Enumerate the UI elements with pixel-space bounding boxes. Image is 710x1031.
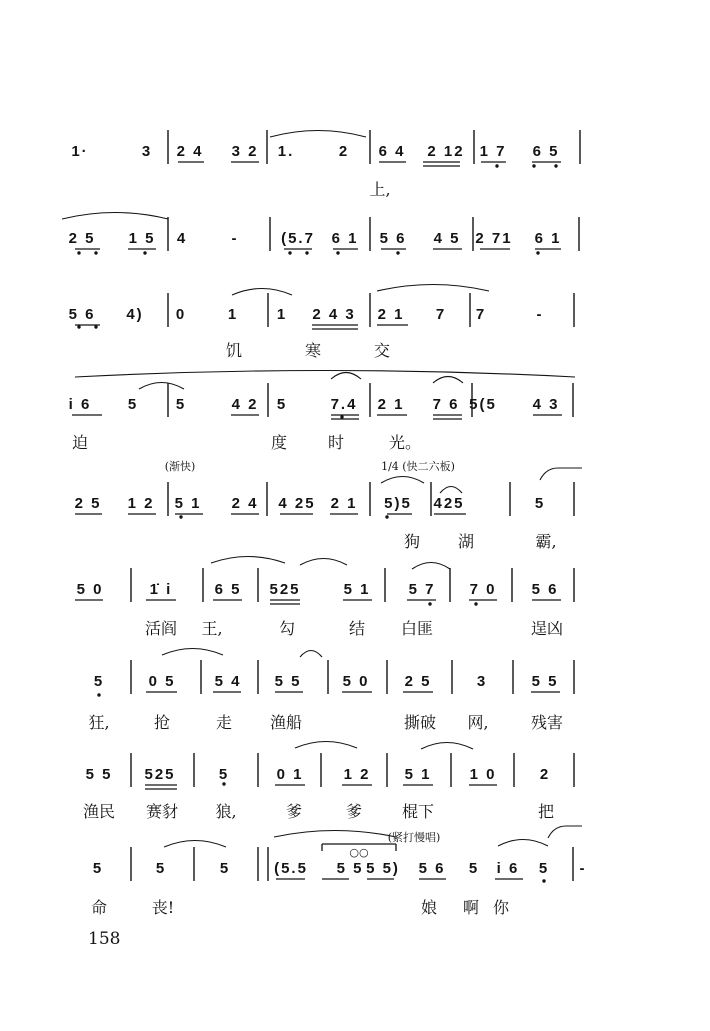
note-group: 5 — [218, 766, 230, 783]
note-group: 7 — [435, 306, 447, 323]
octave-dot — [179, 515, 182, 518]
lyric: 赛豺 — [145, 802, 179, 821]
note-group: 2 5 — [74, 495, 102, 512]
note-group: 2 12 — [427, 143, 465, 160]
note-group: 2 4 3 — [312, 306, 356, 323]
octave-dot — [97, 693, 100, 696]
octave-dot — [94, 325, 97, 328]
note-group: 6 1 — [331, 230, 359, 247]
note-group: 5 — [92, 860, 104, 877]
lyric: 度 — [270, 433, 288, 452]
octave-dot — [77, 325, 80, 328]
note-group: 4 — [176, 230, 188, 247]
note-group: 7.4 — [330, 396, 358, 413]
lyric: 交 — [373, 341, 391, 360]
lyric: 狼, — [215, 802, 237, 821]
note-group: 2 1 — [330, 495, 358, 512]
lyric: 狂, — [88, 713, 110, 732]
tempo-mark: ○○ — [349, 846, 369, 859]
lyric: 残害 — [530, 713, 564, 732]
slur-tie — [300, 651, 322, 658]
lyric: 撕破 — [403, 713, 437, 732]
lyric: 饥 — [225, 341, 243, 360]
note-group: 5 — [276, 396, 288, 413]
note-group: 5(5 — [469, 396, 497, 413]
slur-tie — [211, 557, 285, 564]
slur-tie — [377, 285, 489, 292]
slur-tie — [270, 131, 366, 138]
lyric: 寒 — [304, 341, 322, 360]
note-group: 5 — [538, 860, 550, 877]
note-group: 5 7 — [408, 581, 436, 598]
slur-tie — [139, 383, 184, 390]
note-group: 3 — [476, 673, 488, 690]
lyric: 丧! — [151, 898, 175, 917]
note-group: 1 2 — [127, 495, 155, 512]
lyric: 狗 — [403, 532, 421, 551]
slur-tie — [498, 840, 548, 847]
note-group: 5 1 — [404, 766, 432, 783]
note-group: 0 1 — [276, 766, 304, 783]
octave-dot — [396, 251, 399, 254]
note-group: (5.5 — [274, 860, 308, 877]
note-group: 2 1 — [377, 396, 405, 413]
lyric: 逞凶 — [530, 619, 564, 638]
note-group: 7 0 — [469, 581, 497, 598]
lyric: 走 — [215, 713, 233, 732]
note-group: - — [579, 860, 587, 877]
octave-dot — [532, 164, 535, 167]
lyric: 啊 — [462, 898, 480, 917]
slur-tie — [300, 559, 347, 566]
note-group: (5.7 — [281, 230, 315, 247]
page-number: 158 — [88, 929, 121, 949]
note-group: 1 — [276, 306, 288, 323]
slur-tie — [75, 371, 575, 378]
note-group: 2 1 — [377, 306, 405, 323]
lyric: 娘 — [420, 898, 438, 917]
lyric: 爹 — [285, 802, 303, 821]
lyric: 渔船 — [269, 713, 303, 732]
note-group: 5 — [468, 860, 480, 877]
note-group: 2 — [338, 143, 350, 160]
slur-tie — [421, 743, 473, 750]
lyric: 爹 — [345, 802, 363, 821]
lyric: 霸, — [535, 532, 557, 551]
note-group: 5 5 — [274, 673, 302, 690]
note-group: 5 6 — [379, 230, 407, 247]
slur-tie — [412, 563, 450, 570]
note-group: 5 0 — [76, 581, 104, 598]
note-group: - — [231, 230, 239, 247]
note-group: 1 — [227, 306, 239, 323]
note-group: 5 — [175, 396, 187, 413]
note-group: 1 5 — [128, 230, 156, 247]
octave-dot — [305, 251, 308, 254]
note-group: 525 — [269, 581, 301, 598]
note-group: 5 6 — [418, 860, 446, 877]
slur-tie — [548, 826, 582, 838]
lyric: 勾 — [278, 619, 296, 638]
tempo-mark: 1/4 (快二六板) — [381, 460, 455, 473]
octave-dot — [428, 602, 431, 605]
note-group: 1 2 — [343, 766, 371, 783]
note-group: 5 5 — [336, 860, 364, 877]
note-group: 4 5 — [433, 230, 461, 247]
note-group: 1̇ i — [149, 581, 173, 598]
note-group: 425 — [433, 495, 465, 512]
note-group: 1· — [71, 143, 89, 160]
note-group: 2 — [539, 766, 551, 783]
octave-dot — [94, 251, 97, 254]
lyric: 白匪 — [400, 619, 434, 638]
octave-dot — [340, 415, 343, 418]
note-group: 6 4 — [378, 143, 406, 160]
octave-dot — [385, 515, 388, 518]
note-group: 2 5 — [68, 230, 96, 247]
octave-dot — [336, 251, 339, 254]
lyric: 活阎 — [144, 619, 178, 638]
note-group: i 6 — [68, 396, 92, 413]
note-group: 2 5 — [404, 673, 432, 690]
lyric: 网, — [467, 713, 489, 732]
lyric: 棍下 — [401, 802, 435, 821]
note-group: 5 1 — [174, 495, 202, 512]
slur-tie — [295, 742, 357, 749]
slur-tie — [433, 377, 463, 384]
octave-dot — [143, 251, 146, 254]
lyric: 结 — [348, 619, 366, 638]
note-group: 0 — [175, 306, 187, 323]
lyric: 王, — [201, 619, 223, 638]
note-group: 4 25 — [278, 495, 316, 512]
note-group: 5 — [155, 860, 167, 877]
note-group: 525 — [144, 766, 176, 783]
slur-tie — [274, 831, 396, 838]
slur-tie — [540, 468, 582, 480]
tempo-mark: (渐快) — [164, 460, 196, 473]
note-group: 2 4 — [176, 143, 204, 160]
octave-dot — [536, 251, 539, 254]
note-group: 5)5 — [384, 495, 412, 512]
note-group: 5 — [534, 495, 546, 512]
note-group: 5 5) — [366, 860, 400, 877]
note-group: 5 5 — [85, 766, 113, 783]
tempo-mark: (紧打慢唱) — [387, 831, 441, 844]
octave-dot — [288, 251, 291, 254]
note-group: 5 — [219, 860, 231, 877]
note-group: 5 1 — [343, 581, 371, 598]
slur-tie — [164, 841, 226, 848]
octave-dot — [495, 164, 498, 167]
lyric: 把 — [537, 802, 555, 821]
note-group: 1 0 — [469, 766, 497, 783]
slur-tie — [440, 487, 462, 494]
note-group: 4 2 — [231, 396, 259, 413]
note-group: 6 5 — [532, 143, 560, 160]
note-group: 2 4 — [231, 495, 259, 512]
note-group: 2 71 — [475, 230, 513, 247]
slur-tie — [331, 373, 361, 380]
note-group: 5 6 — [68, 306, 96, 323]
note-group: 3 — [141, 143, 153, 160]
note-group: 1 7 — [479, 143, 507, 160]
note-group: 3 2 — [231, 143, 259, 160]
note-group: 6 5 — [214, 581, 242, 598]
note-group: - — [536, 306, 544, 323]
lyric: 时 — [327, 433, 345, 452]
lyric: 命 — [90, 898, 108, 917]
note-group: 5 — [127, 396, 139, 413]
lyric: 上, — [369, 180, 391, 199]
note-group: i 6 — [496, 860, 520, 877]
note-group: 4) — [126, 306, 144, 323]
lyric: 你 — [492, 898, 510, 917]
octave-dot — [554, 164, 557, 167]
note-group: 7 — [475, 306, 487, 323]
note-group: 5 6 — [531, 581, 559, 598]
lyric: 光。 — [388, 433, 422, 452]
slur-tie — [381, 477, 424, 484]
note-group: 5 4 — [214, 673, 242, 690]
lyric: 渔民 — [82, 802, 116, 821]
slur-tie — [232, 289, 292, 296]
slur-tie — [62, 213, 168, 220]
octave-dot — [77, 251, 80, 254]
octave-dot — [542, 879, 545, 882]
note-group: 6 1 — [534, 230, 562, 247]
note-group: 5 0 — [342, 673, 370, 690]
note-group: 0 5 — [148, 673, 176, 690]
lyric: 湖 — [457, 532, 475, 551]
note-group: 1. — [277, 143, 295, 160]
note-group: 5 5 — [531, 673, 559, 690]
note-group: 4 3 — [532, 396, 560, 413]
octave-dot — [474, 602, 477, 605]
lyric: 抢 — [153, 713, 171, 732]
lyric: 迫 — [71, 433, 89, 452]
slur-tie — [162, 649, 223, 656]
note-group: 5 — [93, 673, 105, 690]
note-group: 7 6 — [432, 396, 460, 413]
